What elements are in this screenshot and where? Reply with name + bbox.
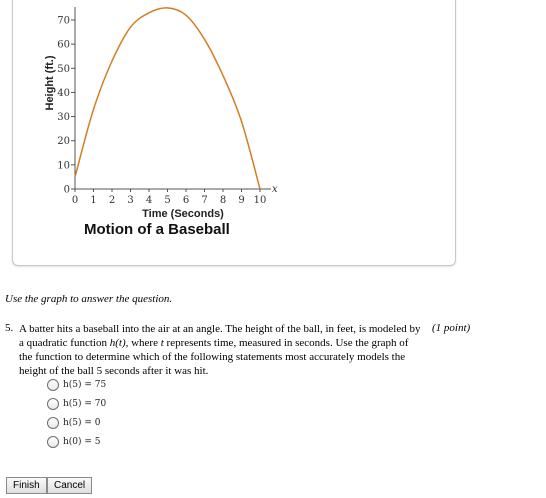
y-tick-label: 10 (57, 160, 70, 172)
answer-option-1[interactable] (47, 377, 106, 393)
series-line (75, 8, 260, 189)
x-axis-symbol: x (272, 184, 278, 195)
graph-card (12, 0, 456, 266)
y-tick-label: 40 (57, 87, 70, 99)
radio-button[interactable] (47, 436, 59, 448)
y-tick-label: 60 (57, 39, 70, 51)
y-tick-label: 0 (63, 184, 70, 196)
cancel-button[interactable]: Cancel (47, 477, 92, 494)
x-tick-label: 0 (71, 195, 79, 206)
x-tick-label: 4 (145, 195, 153, 206)
chart-title: Motion of a Baseball (84, 221, 230, 238)
y-tick-label: 50 (57, 63, 70, 75)
option-label: h(5) = 75 (63, 380, 107, 390)
x-tick-label: 8 (219, 195, 227, 206)
height-chart (13, 0, 455, 265)
x-tick-label: 10 (253, 195, 267, 206)
answer-option-2[interactable] (47, 396, 106, 412)
radio-button[interactable] (47, 379, 59, 391)
question-number: 5. (5, 322, 14, 334)
x-tick-label: 1 (90, 195, 97, 206)
y-tick-label: 20 (57, 136, 70, 148)
answer-option-3[interactable] (47, 415, 101, 431)
radio-button[interactable] (47, 417, 59, 429)
x-tick-label: 5 (164, 195, 171, 206)
question-text: A batter hits a baseball into the air at an angle. The height of the ball, in feet, is modeled by a quadratic function h(t), where t represents time, measured in seconds. Use the graph of the function to determine which of the following statements most accurately models the height of the ball 5 seconds after it was hit. (19, 323, 421, 377)
point-value: (1 point) (432, 322, 471, 334)
x-tick-label: 9 (238, 195, 245, 206)
x-tick-label: 3 (127, 195, 134, 206)
x-tick-label: 2 (108, 195, 116, 206)
y-tick-label: 30 (57, 112, 70, 124)
radio-button[interactable] (47, 398, 59, 410)
instruction-text: Use the graph to answer the question. (5, 293, 173, 305)
x-tick-label: 6 (182, 195, 190, 206)
option-label: h(0) = 5 (63, 437, 101, 447)
x-axis-label: Time (Seconds) (142, 208, 224, 220)
x-tick-label: 7 (201, 195, 208, 206)
function-name: h(t) (109, 337, 126, 349)
finish-button[interactable]: Finish (6, 477, 47, 494)
answer-option-4[interactable] (47, 434, 101, 450)
y-tick-label: 70 (57, 15, 70, 27)
y-axis-label: Height (ft.) (44, 55, 56, 111)
variable-name: t (160, 337, 164, 349)
option-label: h(5) = 0 (63, 418, 101, 428)
option-label: h(5) = 70 (63, 399, 107, 409)
